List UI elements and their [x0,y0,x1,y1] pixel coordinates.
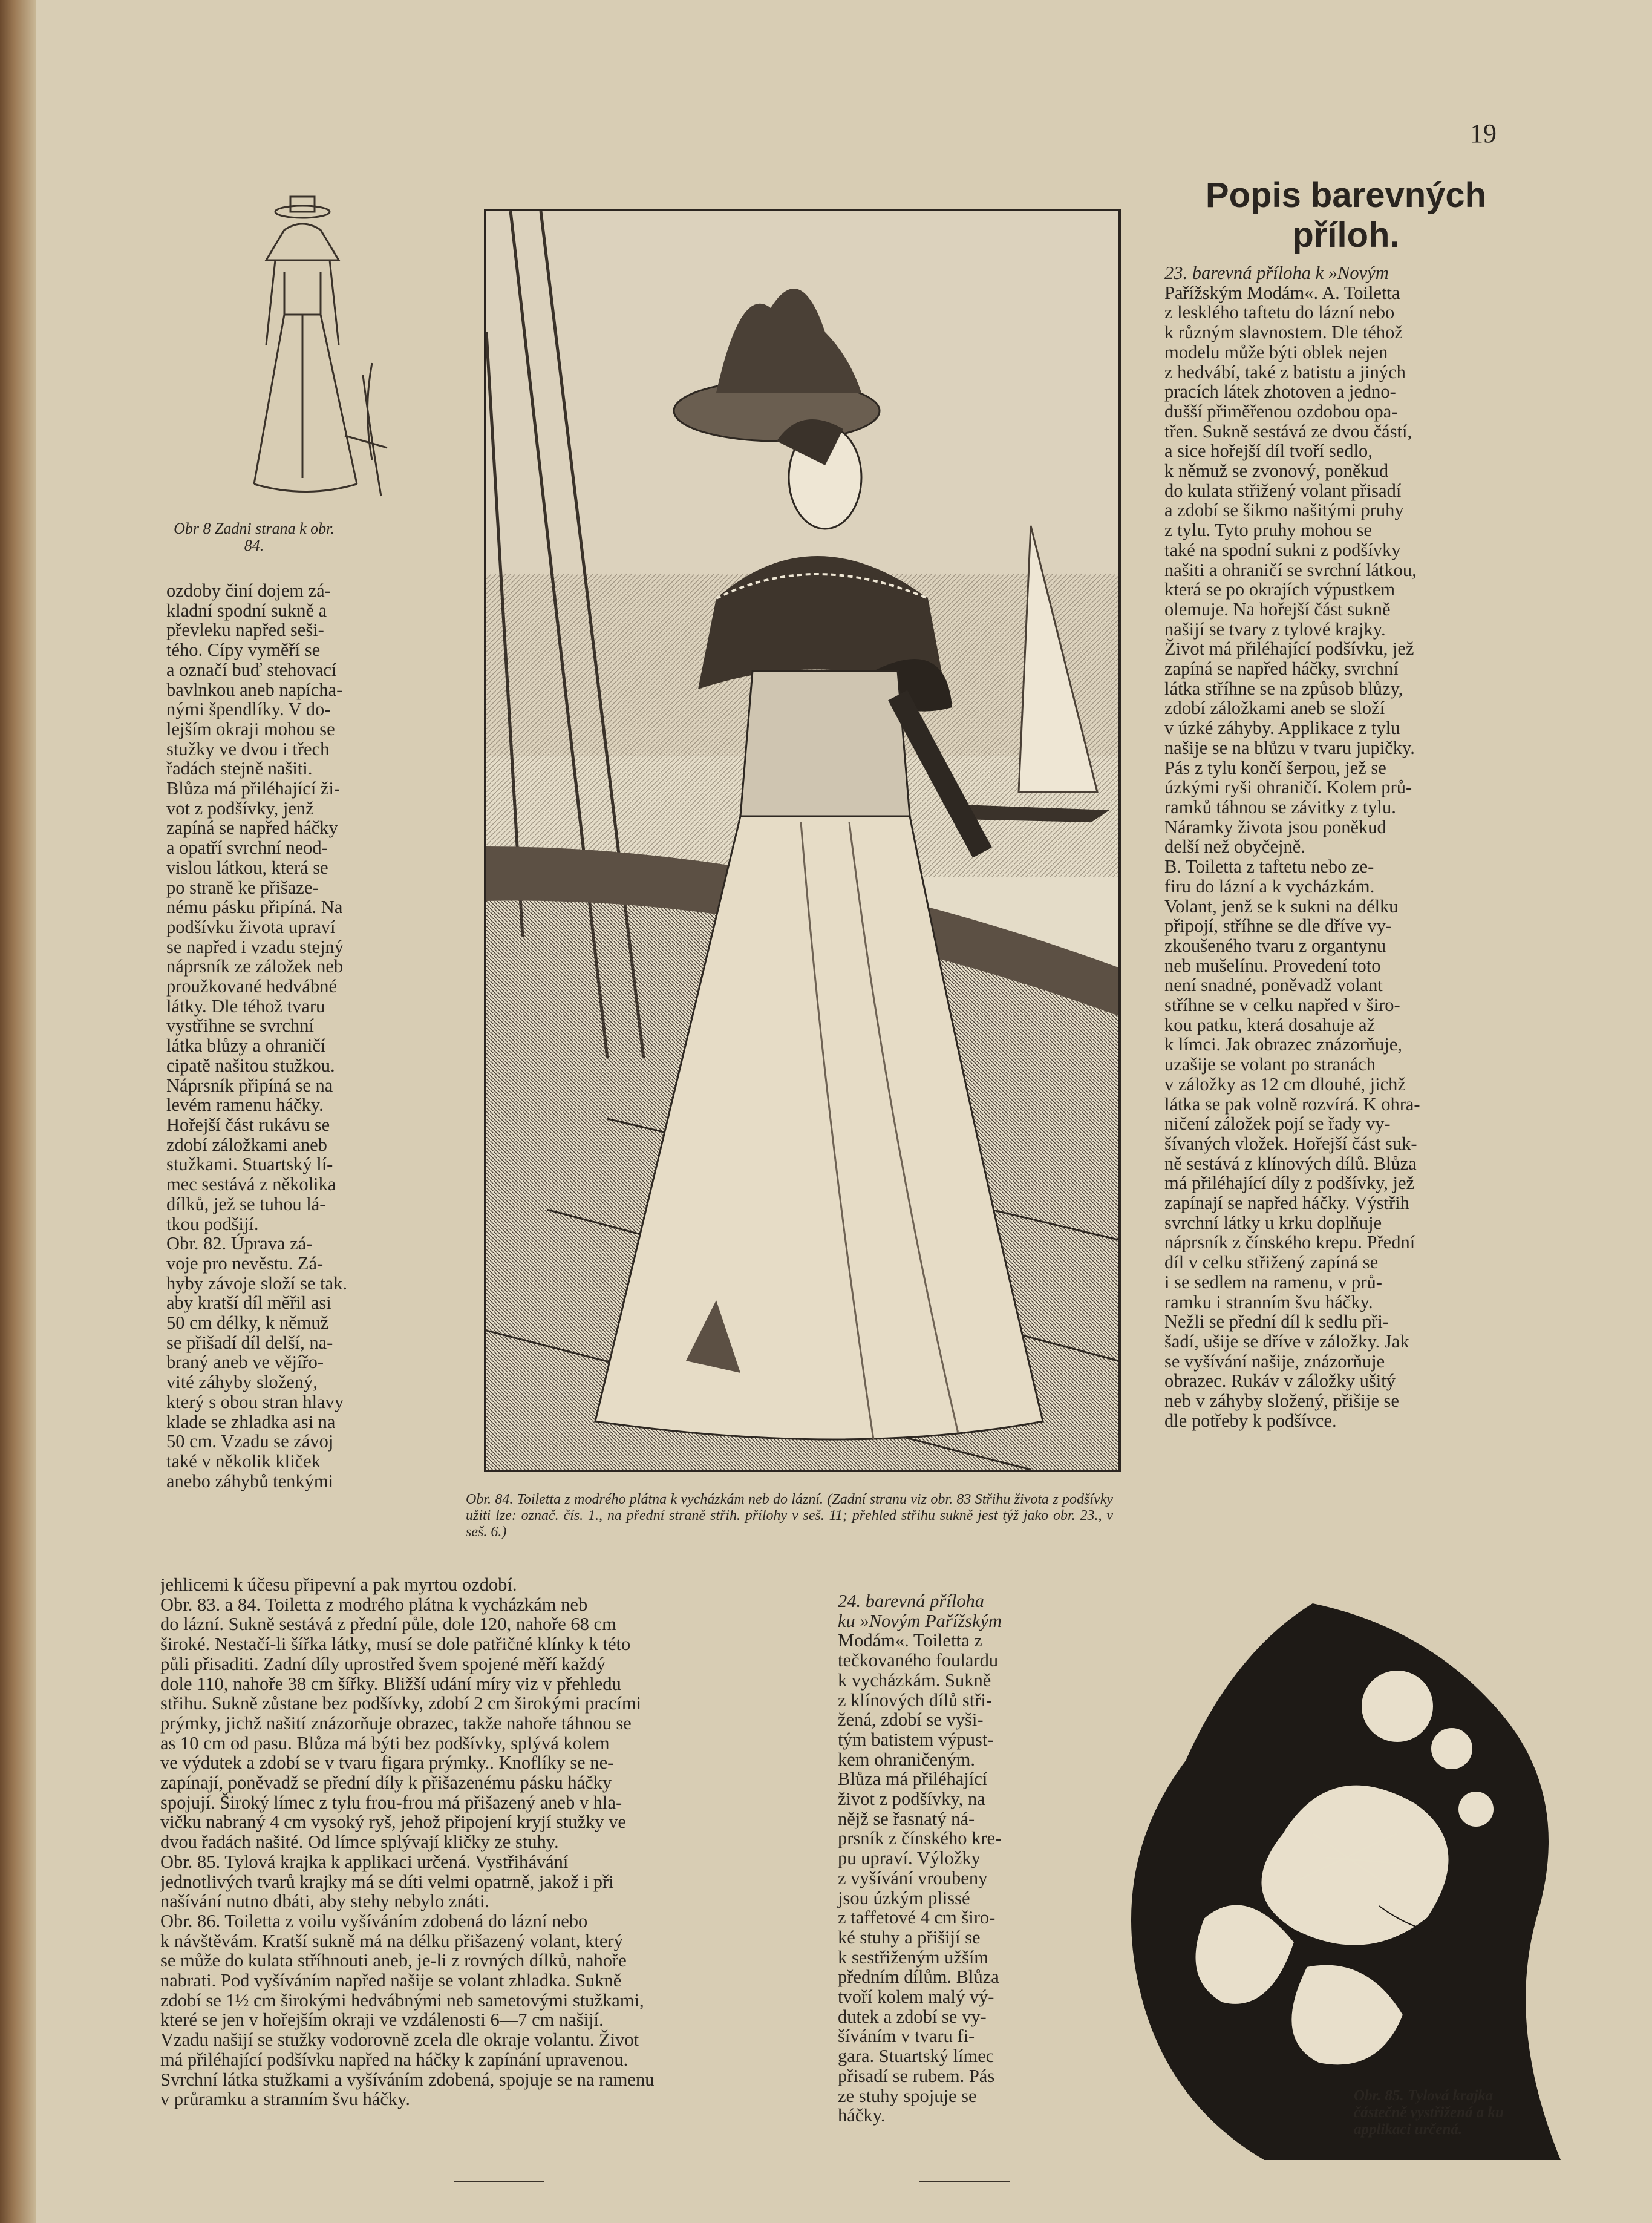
middle-line: jsou úzkým plissé [838,1887,970,1908]
bottom-line: jednotlivých tvarů krajky má se díti velmi opatrně, jakož i při [160,1871,614,1892]
middle-bottom-text [838,1591,1065,2126]
bottom-line: dvou řadách našité. Od límce splývají kličky ze stuhy. [160,1832,559,1853]
right-line: šívaných vložek. Hořejší část suk- [1164,1133,1417,1154]
bottom-line: zdobí se 1½ cm širokými hedvábnými neb sametovými stužkami, [160,1989,644,2011]
left-line: cipatě našitou stužkou. [166,1055,335,1076]
left-line: se přišadí díl delší, na- [166,1332,333,1353]
left-line: aby kratší díl měřil asi [166,1292,331,1314]
right-line: olemuje. Na hořejší část sukně [1164,598,1391,620]
left-line: klade se zhladka asi na [166,1411,336,1432]
middle-line: dutek a zdobí se vy- [838,2006,987,2027]
left-line: Náprsník připíná se na [166,1075,333,1096]
bottom-line: střihu. Sukně zůstane bez podšívky, zdobí 2 cm širokými pracími [160,1693,642,1714]
right-line: z tylu. Tyto pruhy mohou se [1164,520,1372,541]
figure-83-caption: Obr 8 Zadni strana k obr. 84. [174,520,335,554]
left-line: řadách stejně našiti. [166,758,313,779]
right-line: 23. barevná příloha k »Novým [1164,263,1389,283]
bottom-line: ve výdutek a zdobí se v tvaru figara prýmky.. Knoflíky se ne- [160,1752,614,1773]
right-line: kou patku, která dosahuje až [1164,1014,1376,1035]
bottom-line: spojují. Široký límec z tylu frou-frou má přišazený aneb v hla- [160,1792,622,1813]
right-line: pracích látek zhotoven a jedno- [1164,381,1396,402]
right-line: v záložky as 12 cm dlouhé, jichž [1164,1073,1406,1095]
middle-line: k sestřiženým užším [838,1946,989,1968]
right-line: z hedvábí, také z batistu a jiných [1164,361,1406,382]
middle-line: přisadí se rubem. Pás [838,2065,995,2086]
left-line: stužky ve dvou i třech [166,738,330,759]
middle-line: k vycházkám. Sukně [838,1669,991,1691]
bottom-line: našívání nutno dbáti, aby stehy nebylo znáti. [160,1891,489,1912]
back-view-sketch [218,194,399,508]
bottom-line: as 10 cm od pasu. Blůza má býti bez podšívky, splývá kolem [160,1732,610,1753]
bottom-line: které se jen v hořejším okraji ve vzdálenosti 6—7 cm našijí. [160,2009,604,2031]
figure-85-caption: Obr. 85. Tylová krajka částečně vystřižená a ku applikaci určená. [1354,2087,1504,2138]
left-line: a opatří svrchní neod- [166,837,328,859]
left-line: stužkami. Stuartský lí- [166,1154,333,1175]
engraving-drawing [486,211,1118,1470]
right-line: ničení záložek pojí se řady vy- [1164,1113,1391,1134]
left-line: tkou podšijí. [166,1213,259,1234]
left-line: zdobí záložkami aneb [166,1134,327,1155]
right-line: ně sestává z klínových dílů. Blůza [1164,1153,1417,1174]
left-line: Obr. 82. Úprava zá- [166,1233,313,1254]
left-line: látky. Dle téhož tvaru [166,995,325,1017]
right-line: obrazec. Rukáv v záložky ušitý [1164,1370,1396,1392]
middle-line: z taffetové 4 cm širo- [838,1907,996,1928]
right-line: zapínají se napřed háčky. Výstřih [1164,1193,1409,1214]
left-line: tého. Cípy vyměří se [166,640,321,661]
right-line: v úzké záhyby. Applikace z tylu [1164,718,1400,739]
left-line: látka blůzy a ohraničí [166,1035,326,1056]
middle-line: prsník z čínského kre- [838,1828,1002,1849]
right-line: zapíná se napřed háčky, svrchní [1164,658,1399,679]
right-line: z lesklého taftetu do lázní nebo [1164,302,1395,323]
middle-line: tvoří kolem malý vý- [838,1986,994,2008]
left-line: braný aneb ve vějířo- [166,1352,324,1373]
right-line: náprsník z čínského krepu. Přední [1164,1232,1415,1253]
middle-line: nějž se řasnatý ná- [838,1808,975,1829]
middle-line: gara. Stuartský límec [838,2046,994,2067]
bottom-line: půli přisaditi. Zadní díly uprostřed švem spojené měří každý [160,1653,606,1674]
right-line: našije se na blůzu v tvaru jupičky. [1164,737,1415,758]
bottom-divider [454,2181,544,2182]
right-line: také na spodní sukni z podšívky [1164,539,1401,560]
left-line: Hořejší část rukávu se [166,1114,330,1135]
left-line: proužkované hedvábné [166,976,338,997]
middle-line: ku »Novým Pařížským [838,1610,1002,1631]
left-line: lejším okraji mohou se [166,718,335,739]
bottom-line: v průramku a stranním švu háčky. [160,2089,411,2110]
bottom-line: široké. Nestačí-li šířka látky, musí se dole patřičné klínky k této [160,1634,631,1655]
right-line: do kulata střižený volant přisadí [1164,480,1402,501]
right-line: látka se pak volně rozvírá. K ohra- [1164,1093,1420,1115]
bottom-line: Obr. 86. Toiletta z voilu vyšíváním zdobená do lázní nebo [160,1910,588,1931]
right-line: zkoušeného tvaru z organtynu [1164,935,1386,956]
right-line: ramku i stranním švu háčky. [1164,1291,1373,1312]
right-line: Náramky života jsou poněkud [1164,816,1386,837]
right-line: neb mušelínu. Provedení toto [1164,955,1381,976]
bottom-line: prýmky, jichž našití znázorňuje obrazec, takže nahoře táhnou se [160,1712,632,1734]
right-line: není snadné, poněvadž volant [1164,975,1383,996]
bottom-divider [919,2181,1010,2182]
middle-line: předním dílům. Blůza [838,1966,999,1988]
bottom-line: vičku nabraný 4 cm vysoký ryš, jehož připojení kryjí stužky ve [160,1812,626,1833]
right-line: Pás z tylu končí šerpou, jež se [1164,757,1386,778]
left-line: Blůza má přiléhající ži- [166,778,341,799]
right-line: má přiléhající díly z podšívky, jež [1164,1173,1415,1194]
left-line: levém ramenu háčky. [166,1095,324,1116]
bottom-line: dole 110, nahoře 38 cm šířky. Bližší udání míry viz v přehledu [160,1673,621,1694]
right-line: připojí, stříhne se dle dříve vy- [1164,915,1392,937]
right-line: díl v celku střižený zapíná se [1164,1252,1379,1273]
right-line: k němuž se zvonový, poněkud [1164,460,1389,482]
left-line: ozdoby činí dojem zá- [166,580,331,601]
right-line: zdobí záložkami aneb se složí [1164,698,1385,719]
left-line: nými špendlíky. V do- [166,699,331,720]
bottom-line: jehlicemi k účesu připevní a pak myrtou ozdobí. [160,1574,517,1595]
right-line: šadí, ušije se dříve v záložky. Jak [1164,1331,1409,1352]
left-line: mec sestává z několika [166,1174,336,1195]
left-line: vislou látkou, která se [166,857,328,878]
left-line: 50 cm délky, k němuž [166,1312,329,1334]
right-line: modelu může býti oblek nejen [1164,341,1388,362]
bottom-line: Svrchní látka stužkami a vyšíváním zdobená, spojuje se na ramenu [160,2069,655,2090]
page-number: 19 [1470,119,1497,148]
right-line: úzkými ryši ohraničí. Kolem prů- [1164,777,1412,798]
right-line: a sice hořejší díl tvoří sedlo, [1164,440,1373,462]
middle-line: háčky. [838,2105,886,2126]
bottom-line: k návštěvám. Kratší sukně má na délku přišazený volant, který [160,1930,623,1951]
bottom-line: Vzadu našijí se stužky vodorovně zcela dle okraje volantu. Život [160,2029,639,2051]
right-line: která se po okrajích výpustkem [1164,579,1396,600]
left-line: podšívku života upraví [166,916,336,937]
middle-line: tečkovaného foulardu [838,1650,999,1671]
left-column-text [166,581,393,1491]
middle-line: 24. barevná příloha [838,1591,985,1611]
right-line: i se sedlem na ramenu, v prů- [1164,1271,1382,1292]
section-heading: Popis barevných příloh. [1205,175,1487,255]
right-line: dušší přiměřenou ozdobou opa- [1164,401,1398,422]
bottom-line: zapínají, poněvadž se přední díly k přišazenému pásku háčky [160,1772,612,1793]
left-line: také v několik kliček [166,1450,321,1472]
right-line: našijí se tvary z tylové krajky. [1164,618,1386,640]
left-line: anebo záhybů tenkými [166,1470,334,1491]
middle-line: ze stuhy spojuje se [838,2085,977,2106]
left-line: náprsník ze záložek neb [166,956,344,977]
right-line: svrchní látky u krku doplňuje [1164,1212,1382,1233]
right-line: a zdobí se šikmo našitými pruhy [1164,500,1404,521]
right-line: k límci. Jak obrazec znázorňuje, [1164,1034,1402,1055]
middle-line: z vyšívání vroubeny [838,1867,988,1888]
right-line: firu do lázní a k vycházkám. [1164,876,1375,897]
book-spine [0,0,36,2223]
woman-on-boat-illustration [484,209,1121,1472]
right-line: stříhne se v celku napřed v širo- [1164,995,1400,1016]
middle-line: Blůza má přiléhající [838,1769,988,1790]
right-line: Život má přiléhající podšívku, jež [1164,638,1414,660]
middle-line: pu upraví. Výložky [838,1848,981,1869]
bottom-line: nabrati. Pod vyšíváním napřed našije se volant zhladka. Sukně [160,1970,622,1991]
right-column-text [1164,263,1530,1430]
bottom-line: Obr. 85. Tylová krajka k applikaci určená. Vystřihávání [160,1851,569,1872]
bottom-line: má přiléhající podšívku napřed na háčky k zapínání upravenou. [160,2049,628,2070]
right-line: se vyšívání našije, znázorňuje [1164,1350,1385,1372]
right-line: Pařížským Modám«. A. Toiletta [1164,282,1400,303]
right-line: dle potřeby k podšívce. [1164,1410,1337,1431]
left-line: nému pásku připíná. Na [166,897,343,918]
left-line: hyby závoje složí se tak. [166,1272,347,1294]
left-line: se napřed i vzadu stejný [166,936,344,957]
middle-line: život z podšívky, na [838,1789,985,1810]
middle-line: kem ohraničeným. [838,1749,975,1770]
right-line: našiti a ohraničí se svrchní látkou, [1164,559,1417,580]
left-line: zapíná se napřed háčky [166,817,338,839]
right-line: uzašije se volant po stranách [1164,1054,1376,1075]
bottom-line: Obr. 83. a 84. Toiletta z modrého plátna k vycházkám neb [160,1594,588,1615]
left-line: kladní spodní sukně a [166,600,327,621]
left-line: dílků, jež se tuhou lá- [166,1193,326,1214]
left-line: bavlnkou aneb napícha- [166,679,343,700]
middle-line: tým batistem výpust- [838,1729,994,1750]
right-line: Volant, jenž se k sukni na délku [1164,895,1399,917]
bottom-line: se může do kulata stříhnouti aneb, je-li z rovných dílků, nahoře [160,1950,627,1971]
right-line: B. Toiletta z taftetu nebo ze- [1164,856,1374,877]
middle-line: Modám«. Toiletta z [838,1630,982,1651]
left-line: po straně ke přišaze- [166,877,319,898]
left-line: který s obou stran hlavy [166,1391,344,1412]
right-line: Nežli se přední díl k sedlu při- [1164,1311,1389,1332]
right-line: ramků táhnou se závitky z tylu. [1164,796,1396,817]
left-line: převleku napřed seši- [166,620,324,641]
left-line: vité záhyby složený, [166,1372,318,1393]
right-line: delší než obyčejně. [1164,836,1305,857]
right-line: k různým slavnostem. Dle téhož [1164,322,1403,343]
left-line: vystřihne se svrchní [166,1015,314,1036]
middle-line: z klínových dílů stři- [838,1689,992,1711]
middle-line: šíváním v tvaru fi- [838,2026,975,2047]
lace-applique-illustration [1113,1603,1573,2160]
bottom-line: do lázní. Sukně sestává z přední půle, dole 120, nahoře 68 cm [160,1614,616,1635]
middle-line: ké stuhy a přišijí se [838,1927,981,1948]
right-line: třen. Sukně sestává ze dvou částí, [1164,421,1412,442]
right-line: neb v záhyby složený, přišije se [1164,1390,1399,1412]
left-line: 50 cm. Vzadu se závoj [166,1431,334,1452]
left-line: a označí buď stehovací [166,659,337,680]
middle-line: žená, zdobí se vyši- [838,1709,984,1730]
figure-84-caption: Obr. 84. Toiletta z modrého plátna k vycházkám neb do lázní. (Zadní stranu viz obr. 83 Střihu života z podšívky užiti lze: označ. čís. 1., na přední straně střih. přílohy v seš. 11; přehled střihu sukně jest týž jako obr. 23., v seš. 6.) [466,1491,1113,1540]
right-line: látka stříhne se na způsob blůzy, [1164,678,1403,699]
left-line: voje pro nevěstu. Zá- [166,1252,324,1274]
left-line: vot z podšívky, jenž [166,797,314,819]
